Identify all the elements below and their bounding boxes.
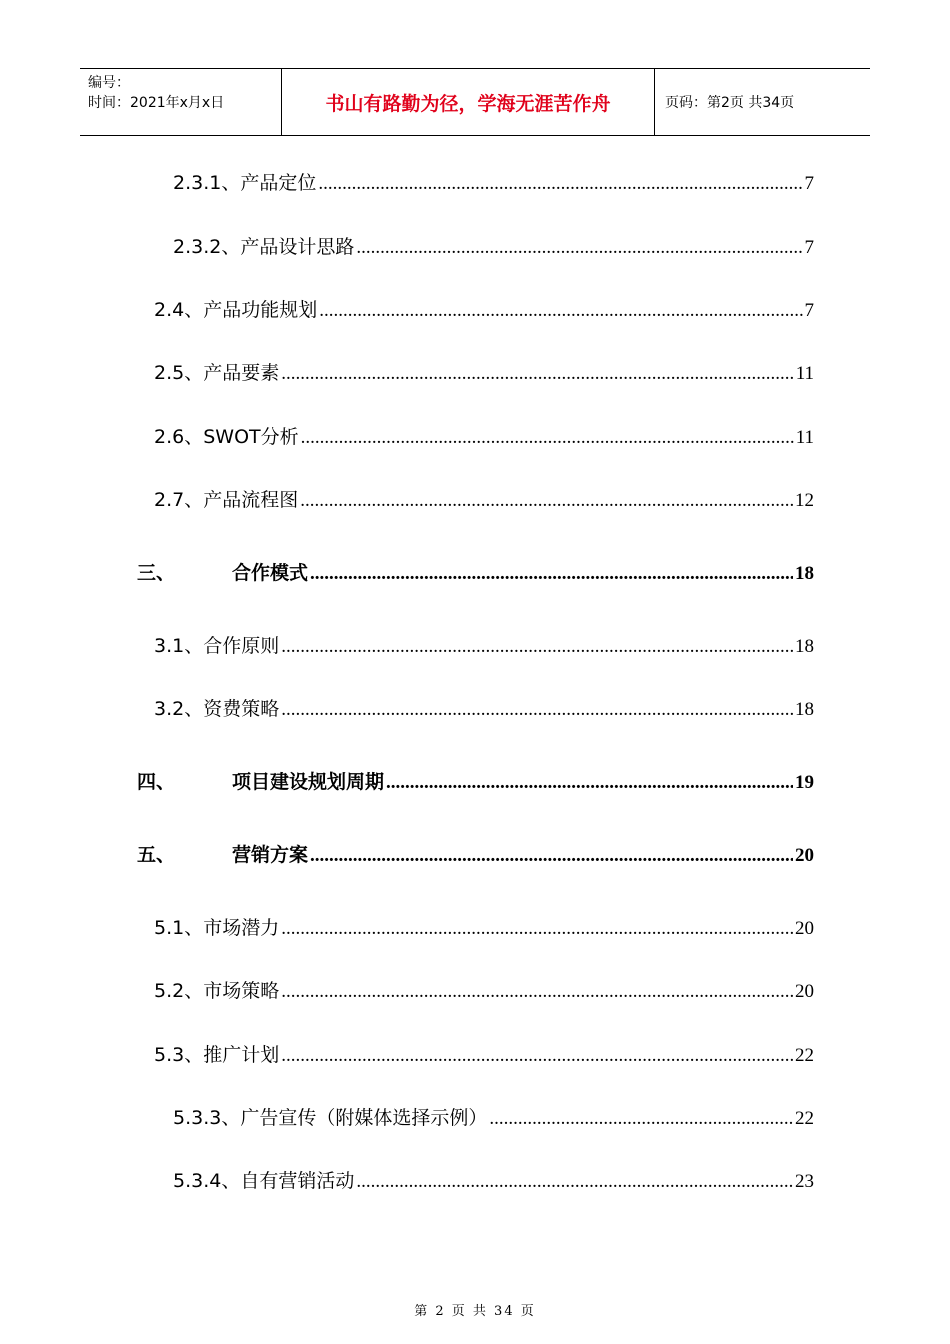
header-time: 时间：2021年x月x日 bbox=[88, 95, 225, 111]
toc-chapter-page: 20 bbox=[795, 845, 814, 866]
toc-leader bbox=[300, 485, 793, 516]
toc-entry-page: 22 bbox=[795, 1108, 814, 1129]
toc-chapter-number: 三、 bbox=[137, 562, 176, 584]
toc-leader bbox=[489, 1103, 793, 1134]
header-meta bbox=[80, 69, 282, 135]
toc-chapter-number: 五、 bbox=[137, 844, 176, 866]
toc-entry[interactable] bbox=[173, 1166, 814, 1196]
toc-entry[interactable] bbox=[173, 1103, 814, 1133]
toc-chapter-number: 四、 bbox=[137, 771, 176, 793]
toc-entry[interactable] bbox=[154, 694, 814, 724]
toc-entry[interactable] bbox=[173, 168, 814, 198]
toc-leader bbox=[386, 767, 793, 798]
header-number: 编号： bbox=[88, 75, 130, 91]
toc-entry-label: 5.3.4、自有营销活动 bbox=[173, 1170, 355, 1192]
toc-leader bbox=[356, 232, 802, 263]
header-motto: 书山有路勤为径，学海无涯苦作舟 bbox=[282, 69, 655, 135]
toc-entry-label: 2.5、产品要素 bbox=[154, 362, 280, 384]
toc-leader bbox=[281, 976, 793, 1007]
toc-entry-page: 18 bbox=[795, 636, 814, 657]
toc-chapter-label bbox=[137, 767, 384, 797]
toc-leader bbox=[281, 694, 793, 725]
toc-chapter-title: 项目建设规划周期 bbox=[232, 771, 385, 793]
toc-entry-label: 5.3、推广计划 bbox=[154, 1044, 280, 1066]
toc-entry-page: 7 bbox=[804, 300, 814, 321]
toc-entry[interactable] bbox=[154, 913, 814, 943]
toc-leader bbox=[310, 840, 793, 871]
toc-entry-label: 2.7、产品流程图 bbox=[154, 489, 299, 511]
toc-chapter[interactable] bbox=[137, 840, 814, 870]
toc-entry[interactable] bbox=[154, 976, 814, 1006]
toc-entry-label: 2.4、产品功能规划 bbox=[154, 299, 318, 321]
toc-chapter-label bbox=[137, 558, 308, 588]
toc-entry[interactable] bbox=[154, 1040, 814, 1070]
toc-entry-page: 20 bbox=[795, 918, 814, 939]
toc-entry-page: 11 bbox=[795, 427, 814, 448]
toc-entry-label: 5.1、市场潜力 bbox=[154, 917, 280, 939]
toc-leader bbox=[301, 422, 794, 453]
toc-entry-label: 5.3.3、广告宣传（附媒体选择示例） bbox=[173, 1107, 488, 1129]
toc-entry-page: 18 bbox=[795, 699, 814, 720]
toc-entry-page: 7 bbox=[804, 237, 814, 258]
toc-leader bbox=[281, 631, 793, 662]
page-footer: 第 2 页 共 34 页 bbox=[414, 1304, 536, 1319]
toc-leader bbox=[281, 358, 793, 389]
toc-chapter-page: 19 bbox=[795, 772, 814, 793]
toc-entry-label: 2.3.1、产品定位 bbox=[173, 172, 317, 194]
toc-entry-page: 7 bbox=[804, 173, 814, 194]
toc-entry-label: 2.6、SWOT分析 bbox=[154, 426, 299, 448]
toc-entry[interactable] bbox=[154, 631, 814, 661]
toc-entry[interactable] bbox=[154, 422, 814, 452]
toc-leader bbox=[318, 168, 802, 199]
toc-leader bbox=[356, 1166, 793, 1197]
toc-entry-label: 5.2、市场策略 bbox=[154, 980, 280, 1002]
toc-entry-page: 11 bbox=[795, 363, 814, 384]
toc-chapter-label bbox=[137, 840, 308, 870]
toc-entry-page: 12 bbox=[795, 490, 814, 511]
toc-entry-label: 3.1、合作原则 bbox=[154, 635, 280, 657]
toc-leader bbox=[310, 558, 793, 589]
toc-chapter-title: 合作模式 bbox=[232, 562, 309, 584]
page-header bbox=[80, 68, 870, 136]
toc-entry[interactable] bbox=[154, 358, 814, 388]
toc-entry-page: 22 bbox=[795, 1045, 814, 1066]
toc-leader bbox=[319, 295, 802, 326]
toc-entry-label: 3.2、资费策略 bbox=[154, 698, 280, 720]
toc-entry[interactable] bbox=[154, 295, 814, 325]
toc-entry[interactable] bbox=[173, 232, 814, 262]
toc-chapter[interactable] bbox=[137, 558, 814, 588]
toc-chapter-title: 营销方案 bbox=[232, 844, 309, 866]
toc-chapter[interactable] bbox=[137, 767, 814, 797]
toc-entry-page: 20 bbox=[795, 981, 814, 1002]
toc-leader bbox=[281, 913, 793, 944]
toc-entry[interactable] bbox=[154, 485, 814, 515]
toc-leader bbox=[281, 1040, 793, 1071]
toc-entry-label: 2.3.2、产品设计思路 bbox=[173, 236, 355, 258]
header-page-info: 页码：第2页 共34页 bbox=[665, 95, 795, 111]
toc-chapter-page: 18 bbox=[795, 563, 814, 584]
toc-entry-page: 23 bbox=[795, 1171, 814, 1192]
